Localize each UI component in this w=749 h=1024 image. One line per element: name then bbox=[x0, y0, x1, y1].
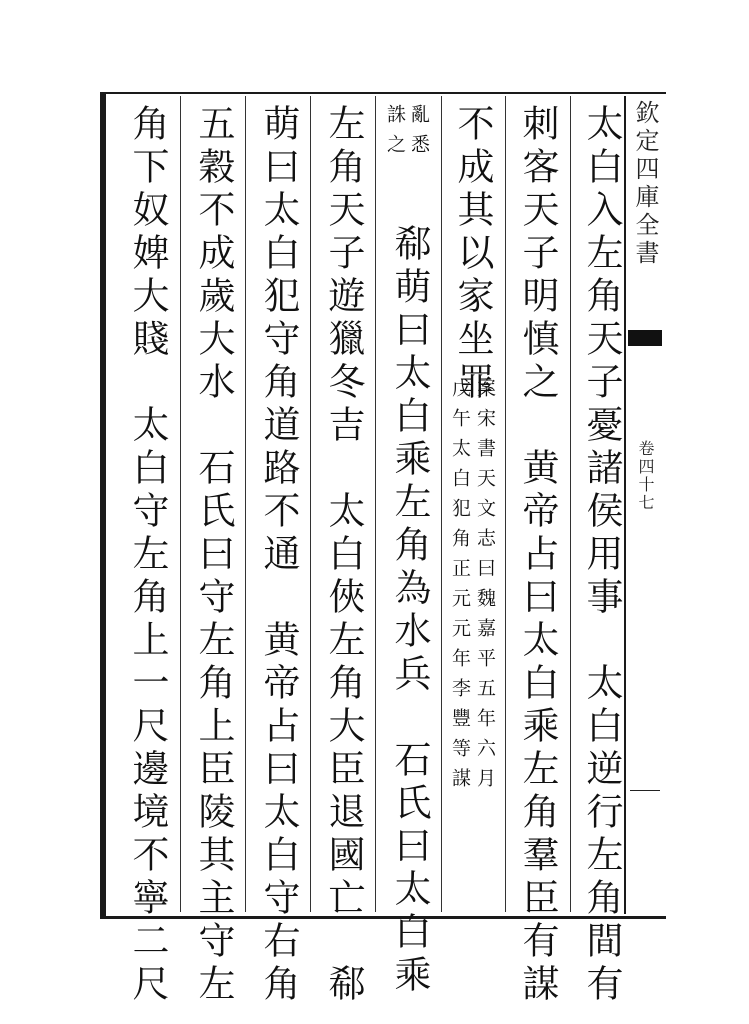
text-column-2: 刺客天子明慎之 黄帝占曰太白乘左角羣臣有謀 bbox=[516, 104, 559, 1007]
column-divider bbox=[310, 96, 311, 912]
column-divider bbox=[570, 96, 571, 912]
annotation-left: 戊午太白犯角正元元年李豐等謀 bbox=[449, 378, 471, 798]
column-divider bbox=[375, 96, 376, 912]
text-column-3: 不成其以家坐罪 bbox=[451, 104, 494, 405]
text-column-5: 左角天子遊獵冬吉 太白俠左角大臣退國亡 郗 bbox=[322, 104, 365, 1007]
margin-rule bbox=[630, 790, 660, 791]
text-column-6: 萌曰太白犯守角道路不通 黄帝占曰太白守右角 bbox=[257, 104, 300, 1007]
column-divider bbox=[245, 96, 246, 912]
column-divider bbox=[505, 96, 506, 912]
text-column-7: 五穀不成歲大水 石氏曰守左角上臣陵其主守左 bbox=[192, 104, 235, 1007]
column-divider bbox=[441, 96, 442, 912]
fishtail-mark bbox=[628, 330, 662, 346]
text-column-1: 太白入左角天子憂諸侯用事 太白逆行左角間有 bbox=[580, 104, 623, 1007]
annotation-right: 案宋書天文志曰魏嘉平五年六月 bbox=[474, 378, 496, 798]
column-divider bbox=[180, 96, 181, 912]
book-title: 欽定四庫全書 bbox=[631, 100, 659, 268]
annotation-right: 亂悉 bbox=[408, 104, 430, 164]
margin-border-line bbox=[624, 96, 626, 914]
volume-label: 卷四十七 bbox=[636, 440, 655, 512]
text-column-8: 角下奴婢大賤 太白守左角上一尺邊境不寧二尺 bbox=[126, 104, 169, 1007]
text-column-4: 郗萌曰太白乘左角為水兵 石氏曰太白乘 bbox=[388, 224, 431, 998]
annotation-left: 誅之 bbox=[384, 104, 406, 164]
